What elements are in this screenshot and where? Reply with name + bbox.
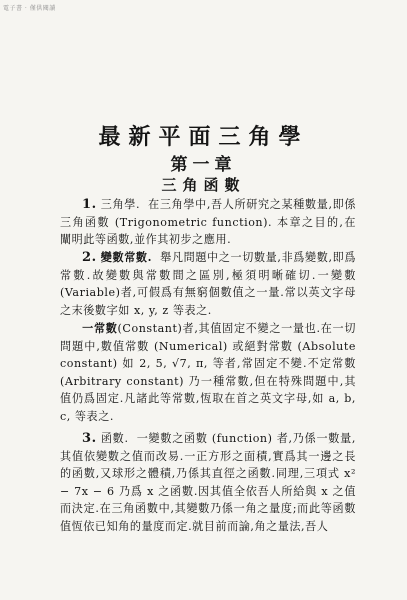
paragraph-3 xyxy=(60,320,356,426)
paragraph-text: 一變數之函數 (function) 者,乃係一數量,其值依變數之值而改易.一正方形之面積,實爲其一邊之長的函數,又球形之體積,乃係其直徑之函數.同理,三項式 x² − 7x − 6 乃爲 x 之函數.因其值全依吾人所給與 x 之值而決定.在三角函數中,其變數乃係一角之量度;而此等函數值恆依已知角的量度而定.就目前而論,角之量法,吾人 xyxy=(60,432,356,533)
paragraph-4 xyxy=(60,430,356,536)
paragraph-heading: 變數常數. xyxy=(100,251,153,264)
paragraph-1 xyxy=(60,196,356,249)
paragraph-lead: 一常數 xyxy=(82,322,118,335)
paragraph-heading: 函數. xyxy=(100,432,129,445)
paragraph-number: 2. xyxy=(82,250,97,265)
paragraph-heading: 三角學. xyxy=(100,198,141,211)
paragraph-text: 在三角學中,吾人所研究之某種數量,即係三角函數 (Trigonometric function). 本章之目的,在闡明此等函數,並作其初步之應用. xyxy=(60,198,356,247)
section-title: 三角函數 xyxy=(161,176,246,194)
paragraph-number: 1. xyxy=(82,197,97,212)
paragraph-text: 舉凡問題中之一切數量,非爲變數,即爲常數.故變數與常數間之區別,極須明晰確切.一變數 (Variable)者,可假爲有無窮個數值之一量.常以英文字母之末後數字如 x, y, z 等表之. xyxy=(60,251,356,317)
paragraph-text: (Constant)者,其值固定不變之一量也.在一切問題中,數值常數 (Numerical) 或絕對常數 (Absolute constant) 如 2, 5, √7, π, 等者,常固定不變.不定常數 (Arbitrary constant) 乃一種常數,但在特殊問題中,其值仍爲固定.凡諸此等常數,恆取在首之英文字母,如 a, b, c, 等表之. xyxy=(60,322,356,423)
paragraph-2 xyxy=(60,249,356,319)
chapter-title: 第一章 xyxy=(170,155,237,175)
book-title: 最新平面三角學 xyxy=(98,124,309,150)
paragraph-number: 3. xyxy=(82,431,97,446)
watermark: 電子書 · 僅供閱讀 xyxy=(3,5,56,12)
